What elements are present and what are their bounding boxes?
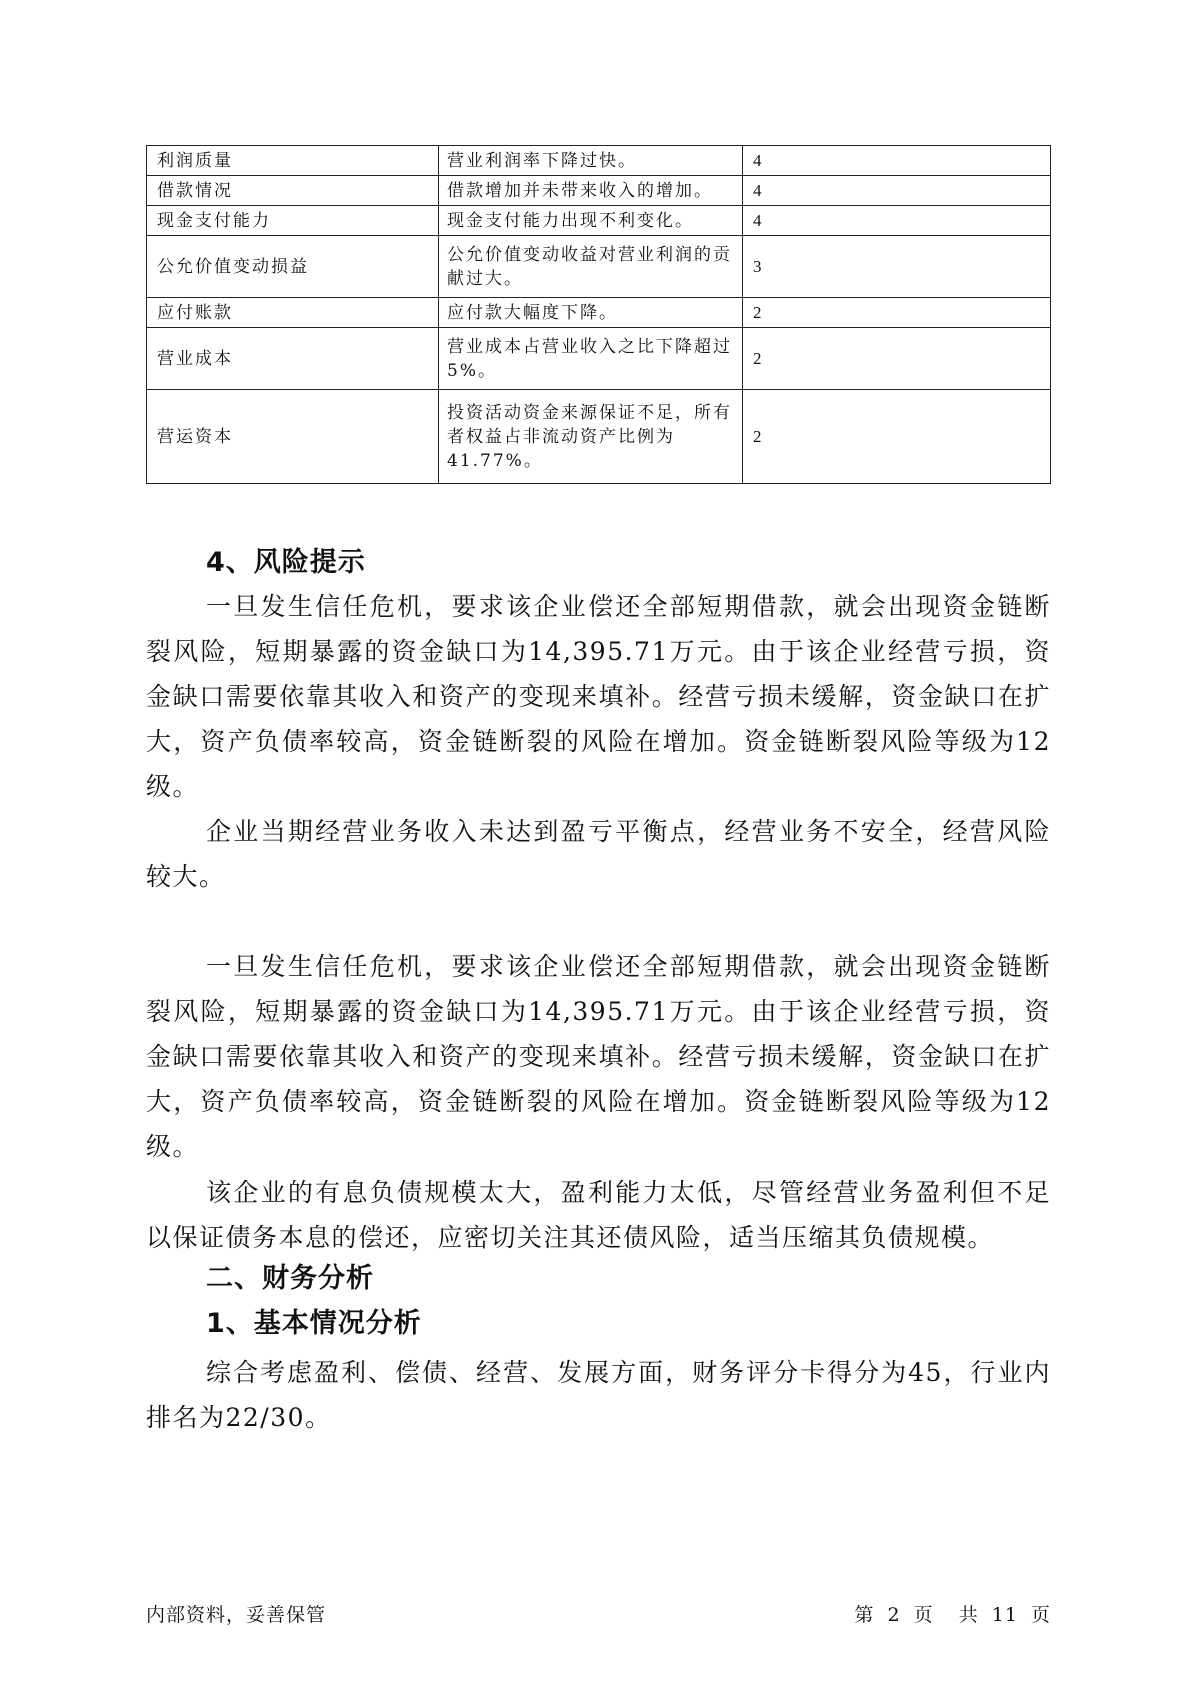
risk-score-cell: 2 <box>743 328 1051 390</box>
paragraph: 综合考虑盈利、偿债、经营、发展方面，财务评分卡得分为45，行业内排名为22/30。 <box>146 1358 1051 1432</box>
risk-score-cell: 2 <box>743 298 1051 328</box>
table-row <box>147 206 1051 236</box>
risk-item-cell: 现金支付能力 <box>147 206 439 236</box>
paragraph: 该企业的有息负债规模太大，盈利能力太低，尽管经营业务盈利但不足以保证债务本息的偿还，应密切关注其还债风险，适当压缩其负债规模。 <box>146 1178 1051 1252</box>
total-label-prefix: 共 <box>958 1604 979 1626</box>
risk-item-cell: 营运资本 <box>147 390 439 484</box>
table-row <box>147 176 1051 206</box>
section-heading-risk: 4、风险提示 <box>206 547 366 578</box>
risk-score-cell: 2 <box>743 390 1051 484</box>
risk-description-cell: 公允价值变动收益对营业利润的贡献过大。 <box>439 236 743 298</box>
page-label-prefix: 第 <box>854 1604 875 1626</box>
risk-item-cell: 营业成本 <box>147 328 439 390</box>
table-row <box>147 298 1051 328</box>
risk-score-cell: 3 <box>743 236 1051 298</box>
risk-score-cell: 4 <box>743 146 1051 176</box>
table-row <box>147 328 1051 390</box>
page-number: 2 <box>887 1604 901 1626</box>
risk-description-cell: 营业利润率下降过快。 <box>439 146 743 176</box>
risk-score-cell: 4 <box>743 176 1051 206</box>
subsection-heading: 1、基本情况分析 <box>206 1308 422 1339</box>
risk-description-cell: 营业成本占营业收入之比下降超过5%。 <box>439 328 743 390</box>
paragraph: 企业当期经营业务收入未达到盈亏平衡点，经营业务不安全，经营风险较大。 <box>146 817 1051 891</box>
table-row <box>147 390 1051 484</box>
total-label-suffix: 页 <box>1030 1604 1051 1626</box>
total-pages: 11 <box>991 1604 1018 1626</box>
risk-item-cell: 利润质量 <box>147 146 439 176</box>
page-label-suffix: 页 <box>913 1604 934 1626</box>
risk-item-cell: 应付账款 <box>147 298 439 328</box>
risk-description-cell: 借款增加并未带来收入的增加。 <box>439 176 743 206</box>
footer-page-info <box>854 1600 1051 1627</box>
risk-indicator-table <box>146 145 1051 484</box>
section-heading-finance: 二、财务分析 <box>206 1263 374 1294</box>
risk-item-cell: 借款情况 <box>147 176 439 206</box>
paragraph: 一旦发生信任危机，要求该企业偿还全部短期借款，就会出现资金链断裂风险，短期暴露的资金缺口为14,395.71万元。由于该企业经营亏损，资金缺口需要依靠其收入和资产的变现来填补。经营亏损未缓解，资金缺口在扩大，资产负债率较高，资金链断裂的风险在增加。资金链断裂风险等级为12级。 <box>146 592 1051 801</box>
risk-description-cell: 投资活动资金来源保证不足，所有者权益占非流动资产比例为41.77%。 <box>439 390 743 484</box>
table-row <box>147 146 1051 176</box>
risk-description-cell: 现金支付能力出现不利变化。 <box>439 206 743 236</box>
risk-score-cell: 4 <box>743 206 1051 236</box>
table-row <box>147 236 1051 298</box>
footer-confidential-note: 内部资料，妥善保管 <box>146 1604 327 1626</box>
paragraph: 一旦发生信任危机，要求该企业偿还全部短期借款，就会出现资金链断裂风险，短期暴露的资金缺口为14,395.71万元。由于该企业经营亏损，资金缺口需要依靠其收入和资产的变现来填补。经营亏损未缓解，资金缺口在扩大，资产负债率较高，资金链断裂的风险在增加。资金链断裂风险等级为12级。 <box>146 952 1051 1161</box>
risk-item-cell: 公允价值变动损益 <box>147 236 439 298</box>
risk-description-cell: 应付款大幅度下降。 <box>439 298 743 328</box>
